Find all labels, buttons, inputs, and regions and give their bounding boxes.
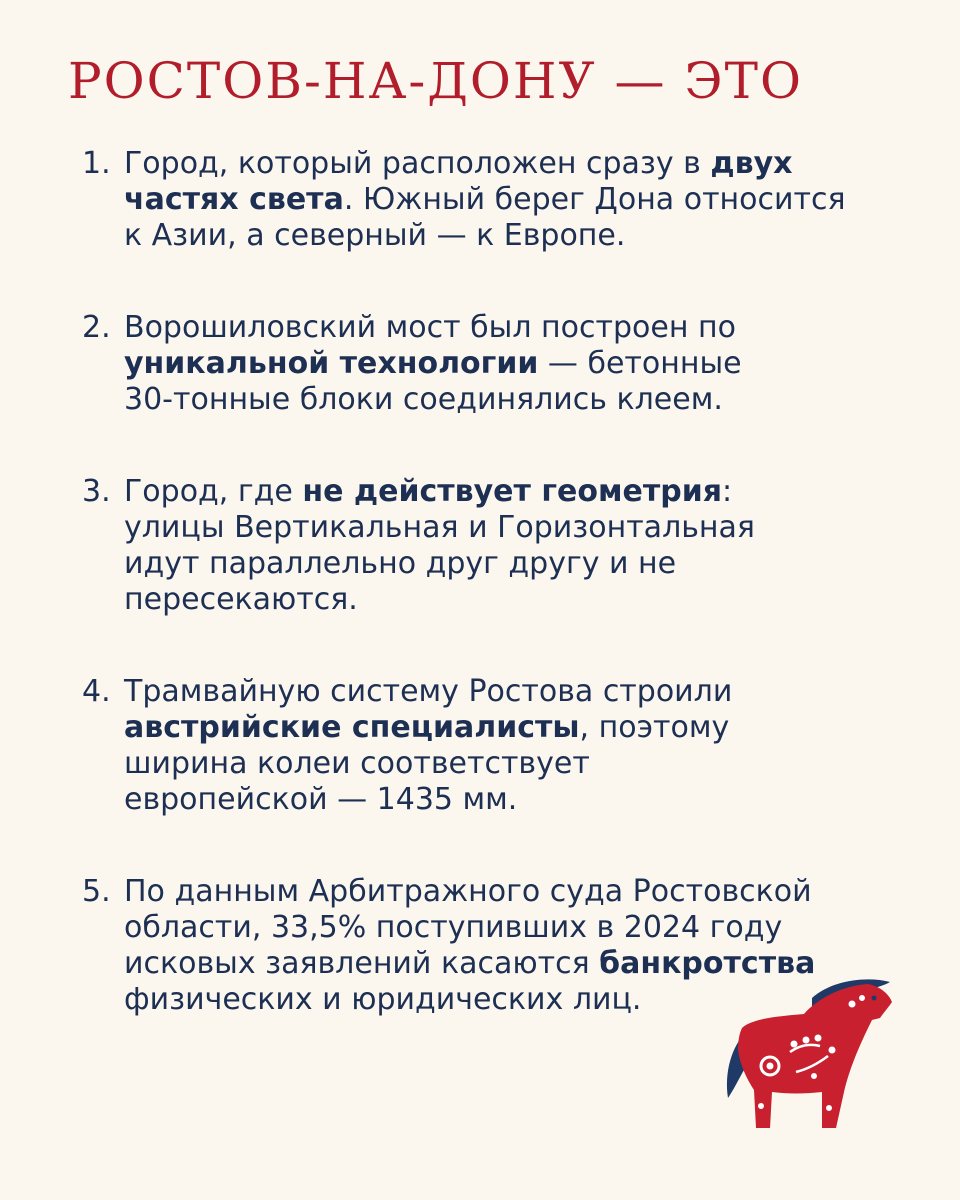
fact-text: , поэтому ширина колеи соответствует европейской — 1435 мм. bbox=[124, 710, 730, 817]
fact-text: : улицы Вертикальная и Горизонтальная идут параллельно друг другу и не пересекаются. bbox=[124, 474, 755, 617]
fact-number: 1. bbox=[82, 146, 111, 181]
fact-item bbox=[82, 674, 784, 818]
fact-text: Город, где bbox=[124, 474, 303, 509]
fact-text: — бетонные 30-тонные блоки соединялись клеем. bbox=[124, 346, 742, 417]
fact-text: физических и юридических лиц. bbox=[124, 982, 642, 1017]
fact-highlight: банкротства bbox=[599, 946, 816, 981]
horse-icon bbox=[712, 968, 902, 1138]
fact-number: 2. bbox=[82, 310, 111, 345]
fact-item bbox=[82, 474, 804, 618]
fact-highlight: двух частях света bbox=[124, 146, 793, 217]
fact-number: 4. bbox=[82, 674, 111, 709]
facts-list bbox=[82, 146, 882, 1074]
fact-highlight: не действует геометрия bbox=[302, 474, 723, 509]
fact-highlight: уникальной технологии bbox=[124, 346, 539, 381]
fact-text: Трамвайную систему Ростова строили bbox=[124, 674, 733, 709]
fact-item bbox=[82, 310, 764, 418]
fact-text: По данным Арбитражного суда Ростовской области, 33,5% поступивших в 2024 году исковых заявлений касаются bbox=[124, 874, 812, 981]
fact-item bbox=[82, 146, 869, 254]
fact-text: . Южный берег Дона относится к Азии, а северный — к Европе. bbox=[124, 182, 846, 253]
page-title: РОСТОВ-НА-ДОНУ — ЭТО bbox=[68, 52, 803, 110]
fact-text: Ворошиловский мост был построен по bbox=[124, 310, 736, 345]
fact-number: 5. bbox=[82, 874, 111, 909]
fact-text: Город, который расположен сразу в bbox=[124, 146, 711, 181]
fact-highlight: австрийские специалисты bbox=[124, 710, 580, 745]
fact-number: 3. bbox=[82, 474, 111, 509]
